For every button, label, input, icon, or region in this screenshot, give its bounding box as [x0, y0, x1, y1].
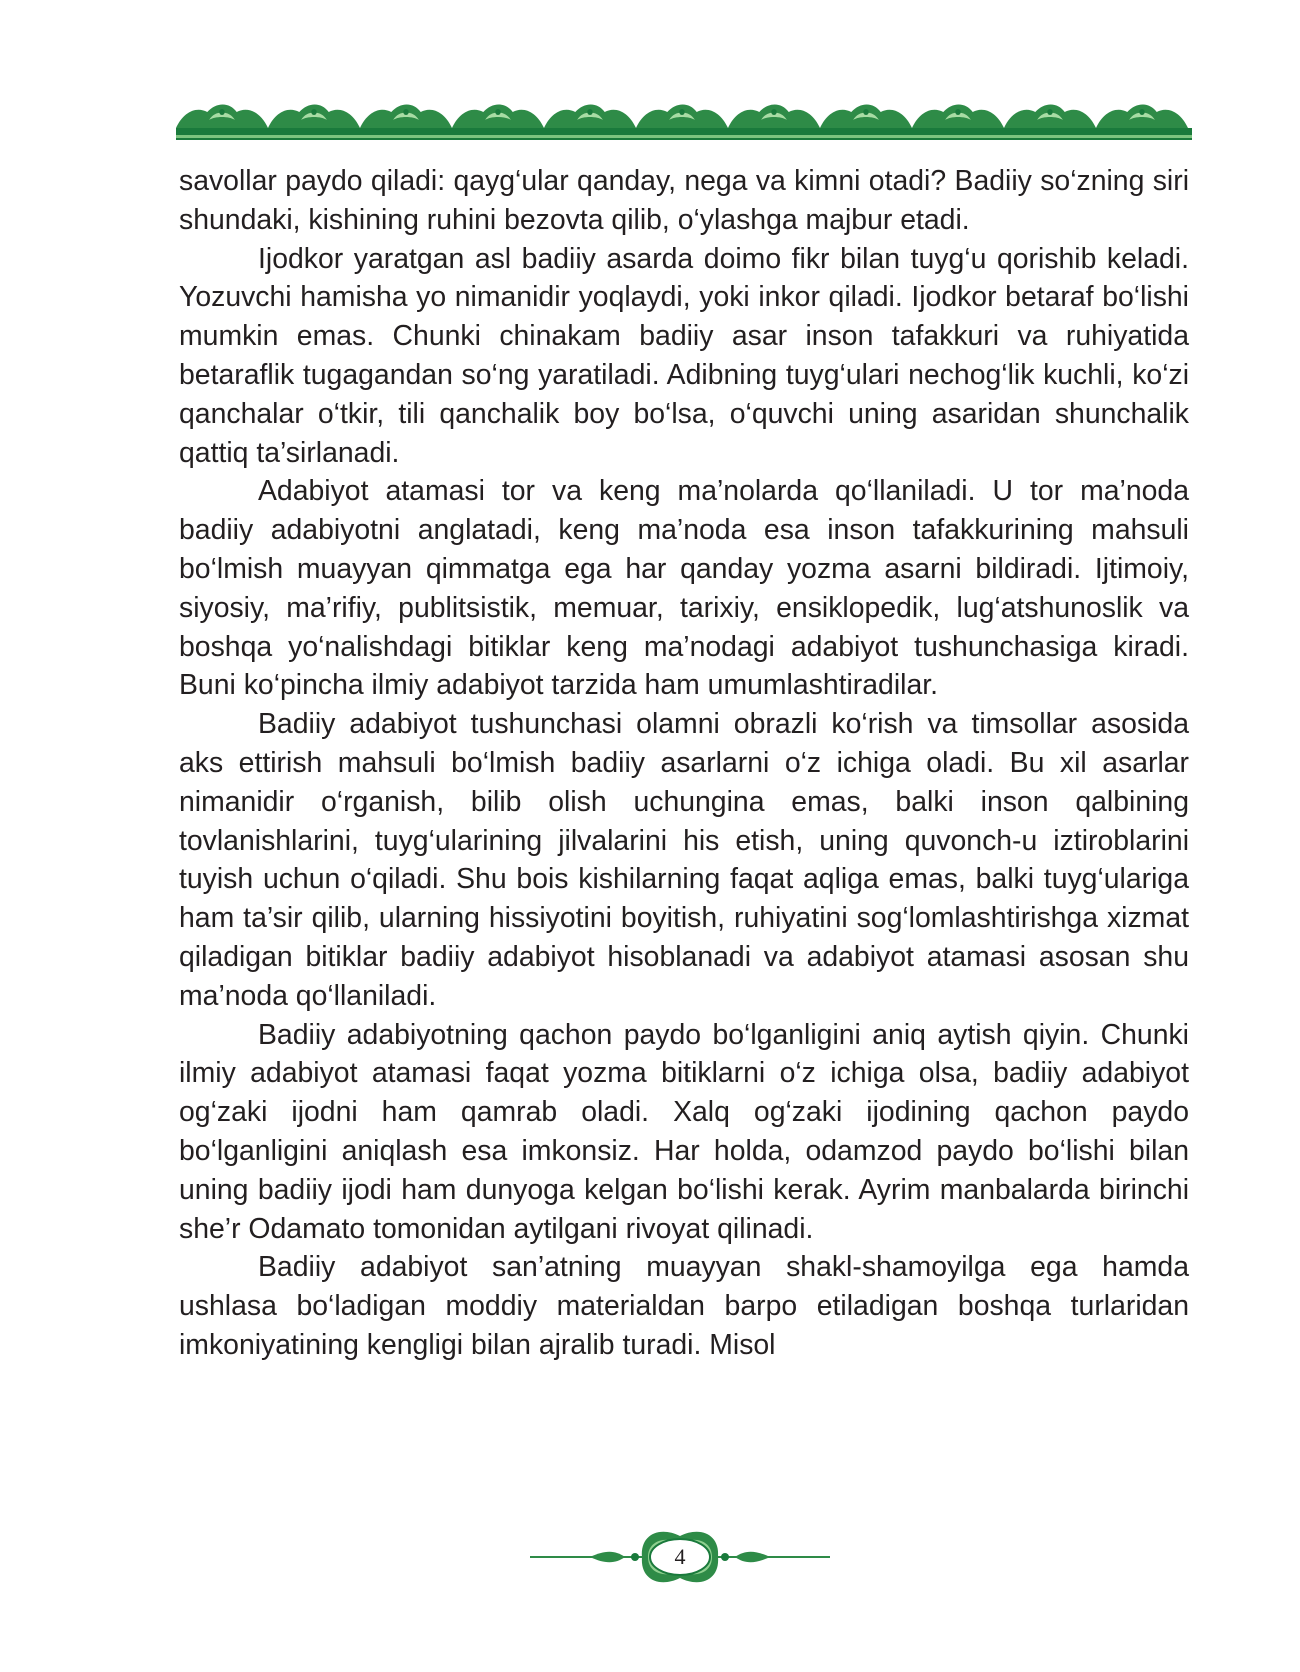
header-leaf-icon — [636, 105, 728, 129]
header-leaf-icon — [360, 105, 452, 129]
header-leaf-icon — [1004, 105, 1096, 129]
paragraph: Badiiy adabiyot tushunchasi olamni obrazli ko‘rish va timsollar asosida aks ettirish mahsuli bo‘lmish badiiy asarlarni o‘z ichiga oladi. Bu xil asarlar nimanidir o‘rganish, bilib olish uchungina emas, balki inson qalbining tovlanishlarini, tuyg‘ularining jilvalarini his etish, uning quvonch-u iztiroblarini tuyish uchun o‘qiladi. Shu bois kishilarning faqat aqliga emas, balki tuyg‘ulariga ham ta’sir qilib, ularning hissiyotini boyitish, ruhiyatini sog‘lomlashtirishga xizmat qiladigan bitiklar badiiy adabiyot hisoblanadi va adabiyot atamasi asosan shu ma’noda qo‘llaniladi. — [179, 708, 1189, 1012]
header-leaf-icon — [820, 105, 912, 129]
paragraph: Adabiyot atamasi tor va keng ma’nolarda qo‘llaniladi. U tor ma’noda badiiy adabiyotni anglatadi, keng ma’noda esa inson tafakkurining mahsuli bo‘lmish muayyan qimmatga ega har qanday yozma asarni bildiradi. Ijtimoiy, siyosiy, ma’rifiy, publitsistik, memuar, tarixiy, ensiklopedik, lug‘atshunoslik va boshqa yo‘nalishdagi bitiklar keng ma’nodagi adabiyot tushunchasiga kiradi. Buni ko‘pincha ilmiy adabiyot tarzida ham umumlashtiradilar. — [179, 475, 1189, 702]
header-leaf-icon — [912, 105, 1004, 129]
header-floral-border-icon — [176, 98, 1192, 148]
header-leaf-icon — [268, 105, 360, 129]
main-text — [179, 162, 1189, 1365]
paragraph: Badiiy adabiyotning qachon paydo bo‘lganligini aniq aytish qiyin. Chunki ilmiy adabiyot atamasi faqat yozma bitiklarni o‘z ichiga olsa, badiiy adabiyot og‘zaki ijodni ham qamrab oladi. Xalq og‘zaki ijodining qachon paydo bo‘lganligini aniqlash esa imkonsiz. Har holda, odamzod paydo bo‘lishi bilan uning badiiy ijodi ham dunyoga kelgan bo‘lishi kerak. Ayrim manbalarda birinchi she’r Odamato tomonidan aytilgani rivoyat qilinadi. — [179, 1018, 1189, 1245]
header-leaf-icon — [1096, 105, 1188, 129]
header-leaf-icon — [176, 105, 268, 129]
page-number: 4 — [674, 1544, 686, 1569]
header-leaf-icon — [728, 105, 820, 129]
paragraph: Badiiy adabiyot san’atning muayyan shakl-shamoyilga ega hamda ushlasa bo‘ladigan moddiy materialdan barpo etiladigan boshqa turlaridan imkoniyatining kengligi bilan ajralib turadi. Misol — [179, 1251, 1189, 1361]
header-leaf-icon — [452, 105, 544, 129]
paragraph: Ijodkor yaratgan asl badiiy asarda doimo fikr bilan tuyg‘u qorishib keladi. Yozuvchi hamisha yo nimanidir yoqlaydi, yoki inkor qiladi. Ijodkor betaraf bo‘lishi mumkin emas. Chunki chinakam badiiy asar inson tafakkuri va ruhiyatida betaraflik tugagandan so‘ng yaratiladi. Adibning tuyg‘ulari nechog‘lik kuchli, ko‘zi qanchalar o‘tkir, tili qanchalik boy bo‘lsa, o‘quvchi uning asaridan shunchalik qattiq ta’sirlanadi. — [179, 242, 1189, 469]
header-leaf-icon — [544, 105, 636, 129]
paragraph-continuation: savollar paydo qiladi: qayg‘ular qanday, nega va kimni otadi? Badiiy so‘zning siri shundaki, kishining ruhini bezovta qilib, o‘ylashga majbur etadi. — [179, 165, 1189, 236]
